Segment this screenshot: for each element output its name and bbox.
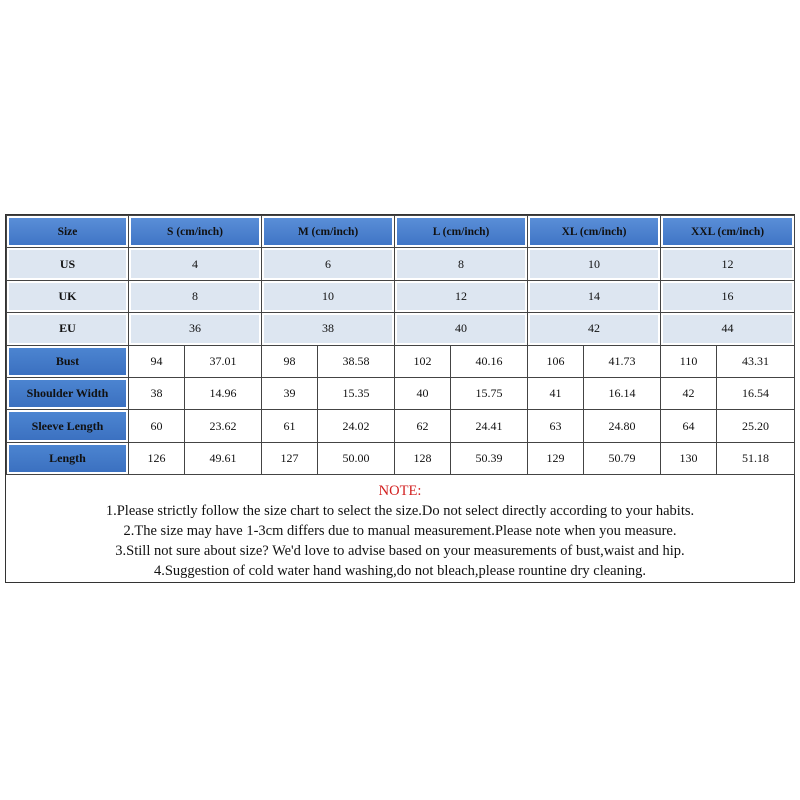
table-cell: 106 [528,345,584,377]
table-cell: 41 [528,377,584,409]
row-label: Length [7,442,129,474]
table-cell: 10 [262,280,395,312]
table-cell: 110 [661,345,717,377]
table-cell: 49.61 [185,442,262,474]
table-cell: 94 [129,345,185,377]
table-cell: 50.00 [318,442,395,474]
size-header-m: M (cm/inch) [262,216,395,248]
table-cell: 61 [262,410,318,442]
table-cell: 8 [395,248,528,280]
table-cell: 16.54 [717,377,795,409]
row-label: UK [7,280,129,312]
note-title: NOTE: [378,483,422,500]
table-cell: 44 [661,313,795,345]
note-line: 1.Please strictly follow the size chart to select the size.Do not select directly according to your habits. [105,503,695,520]
size-chart [5,214,795,583]
size-header-s: S (cm/inch) [129,216,262,248]
table-cell: 42 [661,377,717,409]
table-cell: 40 [395,313,528,345]
size-table [6,215,795,475]
table-cell: 24.80 [584,410,661,442]
table-cell: 102 [395,345,451,377]
measure-row-sleeve-length [7,410,795,442]
table-cell: 40 [395,377,451,409]
table-cell: 51.18 [717,442,795,474]
table-cell: 38 [262,313,395,345]
table-cell: 37.01 [185,345,262,377]
row-label: Sleeve Length [7,410,129,442]
table-cell: 24.41 [451,410,528,442]
table-cell: 62 [395,410,451,442]
table-cell: 15.75 [451,377,528,409]
table-cell: 4 [129,248,262,280]
table-cell: 50.79 [584,442,661,474]
table-cell: 128 [395,442,451,474]
table-cell: 43.31 [717,345,795,377]
size-header-xl: XL (cm/inch) [528,216,661,248]
table-cell: 38.58 [318,345,395,377]
size-header-label: Size [7,216,129,248]
table-cell: 39 [262,377,318,409]
table-cell: 6 [262,248,395,280]
table-cell: 36 [129,313,262,345]
row-label: Bust [7,345,129,377]
table-cell: 126 [129,442,185,474]
note-line: 3.Still not sure about size? We'd love to advise based on your measurements of bust,waist and hip. [115,543,685,560]
table-cell: 129 [528,442,584,474]
table-cell: 8 [129,280,262,312]
size-row-eu [7,313,795,345]
table-cell: 38 [129,377,185,409]
row-label: Shoulder Width [7,377,129,409]
measure-row-shoulder-width [7,377,795,409]
table-cell: 41.73 [584,345,661,377]
table-cell: 14.96 [185,377,262,409]
table-cell: 24.02 [318,410,395,442]
row-label: US [7,248,129,280]
table-cell: 12 [661,248,795,280]
table-cell: 130 [661,442,717,474]
table-cell: 50.39 [451,442,528,474]
row-label: EU [7,313,129,345]
table-cell: 16 [661,280,795,312]
table-cell: 98 [262,345,318,377]
table-cell: 16.14 [584,377,661,409]
table-cell: 127 [262,442,318,474]
table-cell: 14 [528,280,661,312]
table-cell: 10 [528,248,661,280]
size-header-l: L (cm/inch) [395,216,528,248]
measure-row-bust [7,345,795,377]
note-line: 2.The size may have 1-3cm differs due to manual measurement.Please note when you measure. [123,523,677,540]
table-cell: 25.20 [717,410,795,442]
size-row-us [7,248,795,280]
note-line: 4.Suggestion of cold water hand washing,do not bleach,please rountine dry cleaning. [153,563,647,580]
size-row-uk [7,280,795,312]
table-cell: 12 [395,280,528,312]
table-cell: 15.35 [318,377,395,409]
size-header-xxl: XXL (cm/inch) [661,216,795,248]
table-cell: 60 [129,410,185,442]
notes-section [6,475,794,581]
measure-row-length [7,442,795,474]
table-cell: 40.16 [451,345,528,377]
header-row [7,216,795,248]
table-cell: 64 [661,410,717,442]
table-cell: 42 [528,313,661,345]
table-cell: 23.62 [185,410,262,442]
table-cell: 63 [528,410,584,442]
